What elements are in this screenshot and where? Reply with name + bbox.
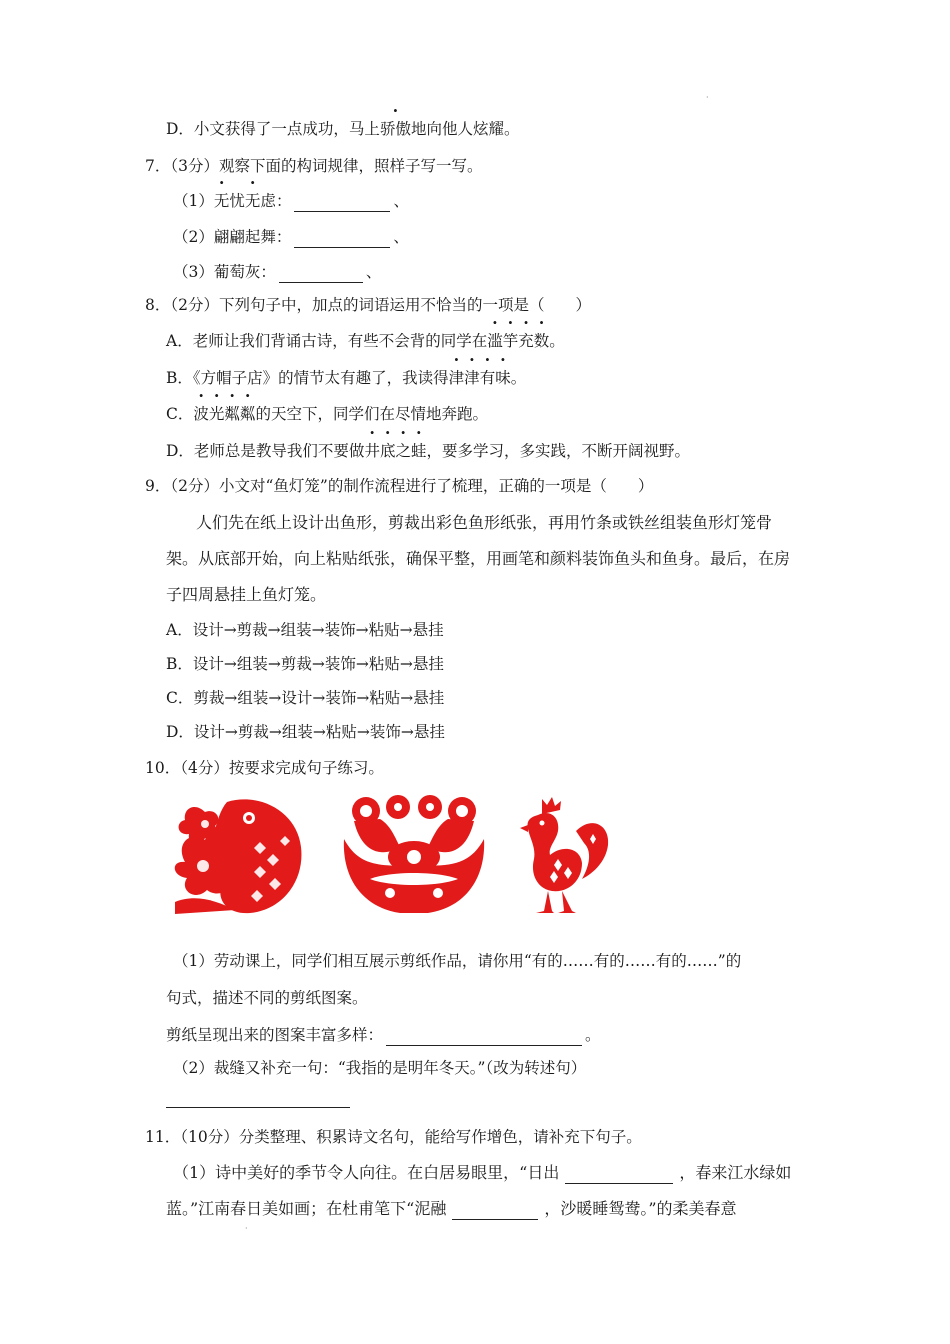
q11-part1-line2: 蓝。”江南春日美如画；在杜甫笔下“泥融 ，沙暖睡鸳鸯。”的柔美春意 — [166, 1199, 737, 1218]
q7-item-3: （3）葡萄灰： 、 — [173, 263, 382, 281]
q10-stem: 10．（4分）按要求完成句子练习。 — [145, 759, 384, 777]
q8-option-a[interactable]: A．老师让我们背诵古诗，有些不会背的同学在滥竽充数。 — [166, 332, 565, 350]
q10-part2-answer-blank[interactable] — [166, 1107, 350, 1108]
q8-option-b[interactable]: B．《方帽子店》的情节太有趣了，我读得津津有味。 — [166, 369, 527, 387]
q9-passage-line-3: 子四周悬挂上鱼灯笼。 — [166, 585, 327, 604]
option-text: D．小文获得了一点成功，马上 — [166, 120, 380, 138]
q10-part1-line1: （1）劳动课上，同学们相互展示剪纸作品，请你用“有的……有的……有的……”的 — [173, 952, 742, 970]
answer-blank[interactable] — [386, 1029, 582, 1046]
answer-blank[interactable] — [565, 1167, 673, 1184]
q8-option-d[interactable]: D．老师总是教导我们不要做井底之蛙，要多学习，多实践，不断开阔视野。 — [166, 442, 691, 460]
answer-blank[interactable] — [279, 266, 363, 283]
q11-stem: 11．（10分）分类整理、积累诗文名句，能给写作增色，请补充下句子。 — [145, 1128, 642, 1146]
answer-blank[interactable] — [452, 1203, 538, 1220]
scan-mark: · — [706, 93, 709, 102]
scan-mark: · — [245, 1224, 248, 1233]
q7-item-2: （2）翩翩起舞： 、 — [173, 228, 409, 246]
q7-stem: 7．（3分）观察下面的构词规律，照样子写一写。 — [145, 157, 483, 175]
q11-part1-line1: （1）诗中美好的季节令人向往。在白居易眼里，“日出 ，春来江水绿如 — [173, 1163, 792, 1182]
dotted-word: 骄傲 — [379, 120, 411, 138]
q10-part1-answer: 剪纸呈现出来的图案丰富多样： 。 — [166, 1026, 601, 1044]
papercut-rooster-image — [520, 795, 610, 917]
q10-part2: （2）裁缝又补充一句：“我指的是明年冬天。”（改为转述句） — [173, 1059, 587, 1077]
q9-stem: 9．（2分）小文对“鱼灯笼”的制作流程进行了梳理，正确的一项是（ ） — [145, 477, 654, 495]
q9-option-d[interactable]: D．设计→剪裁→组装→粘贴→装饰→悬挂 — [166, 723, 445, 741]
answer-blank[interactable] — [294, 231, 390, 248]
q9-option-a[interactable]: A．设计→剪裁→组装→装饰→粘贴→悬挂 — [166, 621, 444, 639]
q6-option-d[interactable] — [166, 118, 519, 140]
q9-passage-line-1: 人们先在纸上设计出鱼形，剪裁出彩色鱼形纸张，再用竹条或铁丝组装鱼形灯笼骨 — [196, 513, 773, 532]
q9-option-b[interactable]: B．设计→组装→剪裁→装饰→粘贴→悬挂 — [166, 655, 444, 673]
q8-stem: 8．（2分）下列句子中，加点的词语运用不恰当的一项是（ ） — [145, 296, 591, 314]
option-text: 地向他人炫耀。 — [410, 120, 520, 138]
papercut-mice-pair-image — [340, 795, 488, 917]
q7-item-1: （1）无忧无虑： 、 — [173, 192, 409, 210]
q9-passage-line-2: 架。从底部开始，向上粘贴纸张，确保平整，用画笔和颜料装饰鱼头和鱼身。最后，在房 — [166, 549, 791, 568]
answer-blank[interactable] — [294, 195, 390, 212]
q10-part1-line2: 句式，描述不同的剪纸图案。 — [166, 989, 368, 1007]
papercut-fish-lotus-image — [165, 792, 305, 918]
q8-option-c[interactable]: C．波光粼粼的天空下，同学们在尽情地奔跑。 — [166, 405, 488, 423]
q9-option-c[interactable]: C．剪裁→组装→设计→装饰→粘贴→悬挂 — [166, 689, 445, 707]
